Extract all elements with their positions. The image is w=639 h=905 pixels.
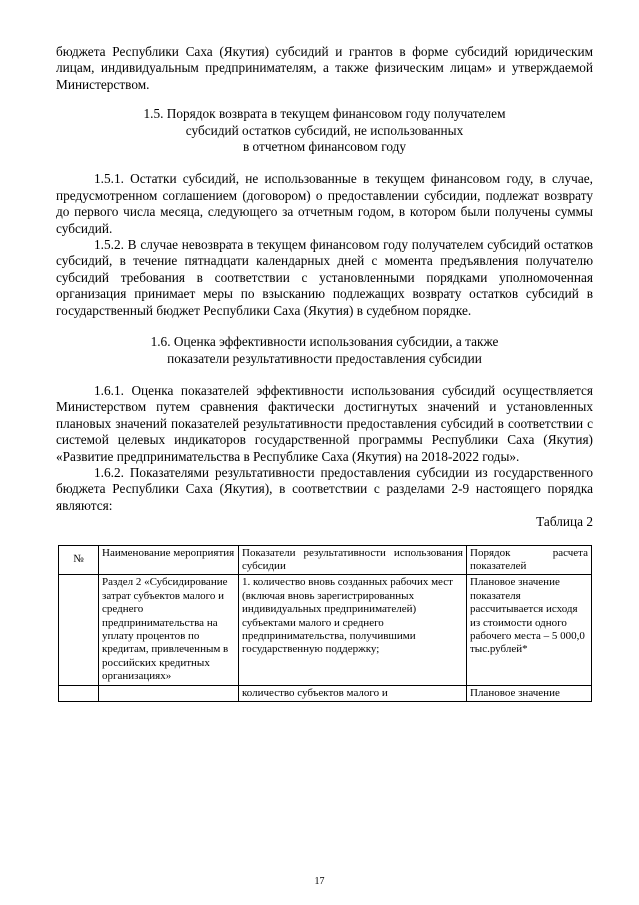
table-row [59, 575, 592, 685]
intro-paragraph: бюджета Республики Саха (Якутия) субсидий и грантов в форме субсидий юридическим лицам, индивидуальным предпринимателям, а также физическим лицам» и утверждаемой Министерством. [56, 44, 593, 92]
indicators-table [58, 545, 592, 702]
paragraph-1-5-1: 1.5.1. Остатки субсидий, не использованные в текущем финансовом году, в случае, предусмотренном соглашением (договором) о предоставлении субсидии, подлежат возврату до первого числа месяца, следующего за отчетным годом, в котором были получены суммы субсидий. [56, 171, 593, 236]
heading-line: в отчетном финансовом году [242, 139, 407, 155]
section-1-6-heading [56, 334, 593, 367]
table-caption: Таблица 2 [536, 514, 593, 530]
section-1-5-heading [56, 106, 593, 155]
cell-num [59, 575, 99, 685]
cell-calc: Плановое значение показателя рассчитывается исходя из стоимости одного рабочего места – 5 000,0 тыс.рублей* [467, 575, 592, 685]
table-header-row [59, 545, 592, 575]
document-page [56, 44, 593, 702]
header-indicator: Показатели результативности использования субсидии [239, 545, 467, 575]
cell-indicator: 1. количество вновь созданных рабочих мест (включая вновь зарегистрированных индивидуальных предпринимателей) субъектами малого и среднего предпринимательства, получившими государственную поддержку; [239, 575, 467, 685]
heading-line: показатели результативности предоставления субсидии [167, 350, 482, 366]
header-name: Наименование мероприятия [99, 545, 239, 575]
header-num: № [59, 545, 99, 575]
heading-line: субсидий остатков субсидий, не использованных [185, 122, 464, 138]
heading-line: 1.5. Порядок возврата в текущем финансовом году получателем [143, 106, 506, 122]
cell-indicator: количество субъектов малого и [239, 685, 467, 701]
paragraph-1-6-1: 1.6.1. Оценка показателей эффективности использования субсидий осуществляется Министерством путем сравнения фактически достигнутых значений и установленных плановых значений показателей результативности предоставления субсидий в соответствии с системой целевых индикаторов государственной программы Республики Саха (Якутия) «Развитие предпринимательства в Республике Саха (Якутия) на 2018-2022 годы». [56, 382, 593, 464]
paragraph-1-5-2: 1.5.2. В случае невозврата в текущем финансовом году получателем субсидий остатков субсидий, в течение пятнадцати календарных дней с момента предъявления получателю субсидий требования в соответствии с установленными порядками уполномоченная организация принимает меры по взысканию подлежащих возврату остатков субсидий в государственный бюджет Республики Саха (Якутия) в судебном порядке. [56, 237, 593, 318]
heading-line: 1.6. Оценка эффективности использования субсидии, а также [150, 334, 499, 350]
cell-name [99, 685, 239, 701]
cell-name: Раздел 2 «Субсидирование затрат субъектов малого и среднего предпринимательства на уплату процентов по кредитам, привлеченным в российских кредитных организациях» [99, 575, 239, 685]
table-row [59, 685, 592, 701]
page-number: 17 [314, 876, 325, 887]
paragraph-1-6-2: 1.6.2. Показателями результативности предоставления субсидии из государственного бюджета Республики Саха (Якутия), в соответствии с разделами 2-9 настоящего порядка являются: [56, 464, 593, 513]
header-calc: Порядок расчета показателей [467, 545, 592, 575]
cell-num [59, 685, 99, 701]
cell-calc: Плановое значение [467, 685, 592, 701]
